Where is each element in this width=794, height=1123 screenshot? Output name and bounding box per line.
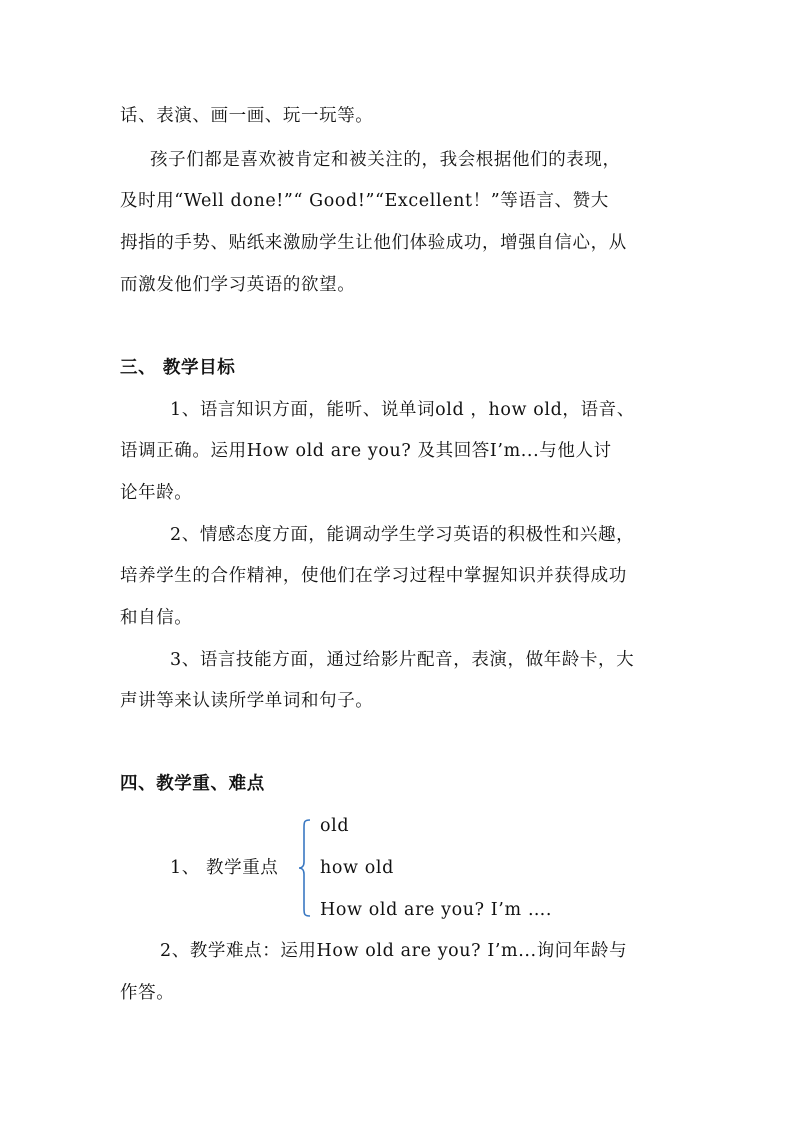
paragraph-line: 孩子们都是喜欢被肯定和被关注的，我会根据他们的表现， bbox=[150, 150, 621, 170]
objective-1-line: 论年龄。 bbox=[120, 483, 193, 503]
objective-2-line: 和自信。 bbox=[120, 608, 193, 628]
key-point-item: how old bbox=[320, 858, 394, 878]
key-point-item: old bbox=[320, 816, 350, 836]
objective-2-line: 2、情感态度方面，能调动学生学习英语的积极性和兴趣， bbox=[170, 525, 635, 545]
difficulty-line: 作答。 bbox=[120, 983, 175, 1003]
objective-3-line: 3、语言技能方面，通过给影片配音，表演，做年龄卡，大 bbox=[170, 650, 635, 670]
paragraph-line: 拇指的手势、贴纸来激励学生让他们体验成功，增强自信心，从 bbox=[120, 233, 627, 253]
curly-brace-icon bbox=[298, 818, 312, 918]
objective-1-line: 语调正确。运用How old are you? 及其回答I’m...与他人讨 bbox=[120, 441, 612, 461]
section-heading-objectives: 三、 教学目标 bbox=[120, 358, 236, 378]
paragraph-line: 而激发他们学习英语的欲望。 bbox=[120, 275, 356, 295]
key-point-item: How old are you? I’m …. bbox=[320, 900, 553, 920]
difficulty-line: 2、教学难点：运用How old are you? I’m...询问年龄与 bbox=[160, 941, 628, 961]
paragraph-line: 及时用“Well done!”“ Good!”“Excellent！”等语言、赞大 bbox=[120, 191, 609, 211]
paragraph-line: 话、表演、画一画、玩一玩等。 bbox=[120, 106, 374, 126]
key-point-label: 1、 教学重点 bbox=[170, 858, 279, 878]
objective-1-line: 1、语言知识方面，能听、说单词old ，how old，语音、 bbox=[170, 400, 635, 420]
objective-3-line: 声讲等来认读所学单词和句子。 bbox=[120, 691, 374, 711]
objective-2-line: 培养学生的合作精神，使他们在学习过程中掌握知识并获得成功 bbox=[120, 566, 627, 586]
section-heading-key-points: 四、教学重、难点 bbox=[120, 774, 265, 794]
